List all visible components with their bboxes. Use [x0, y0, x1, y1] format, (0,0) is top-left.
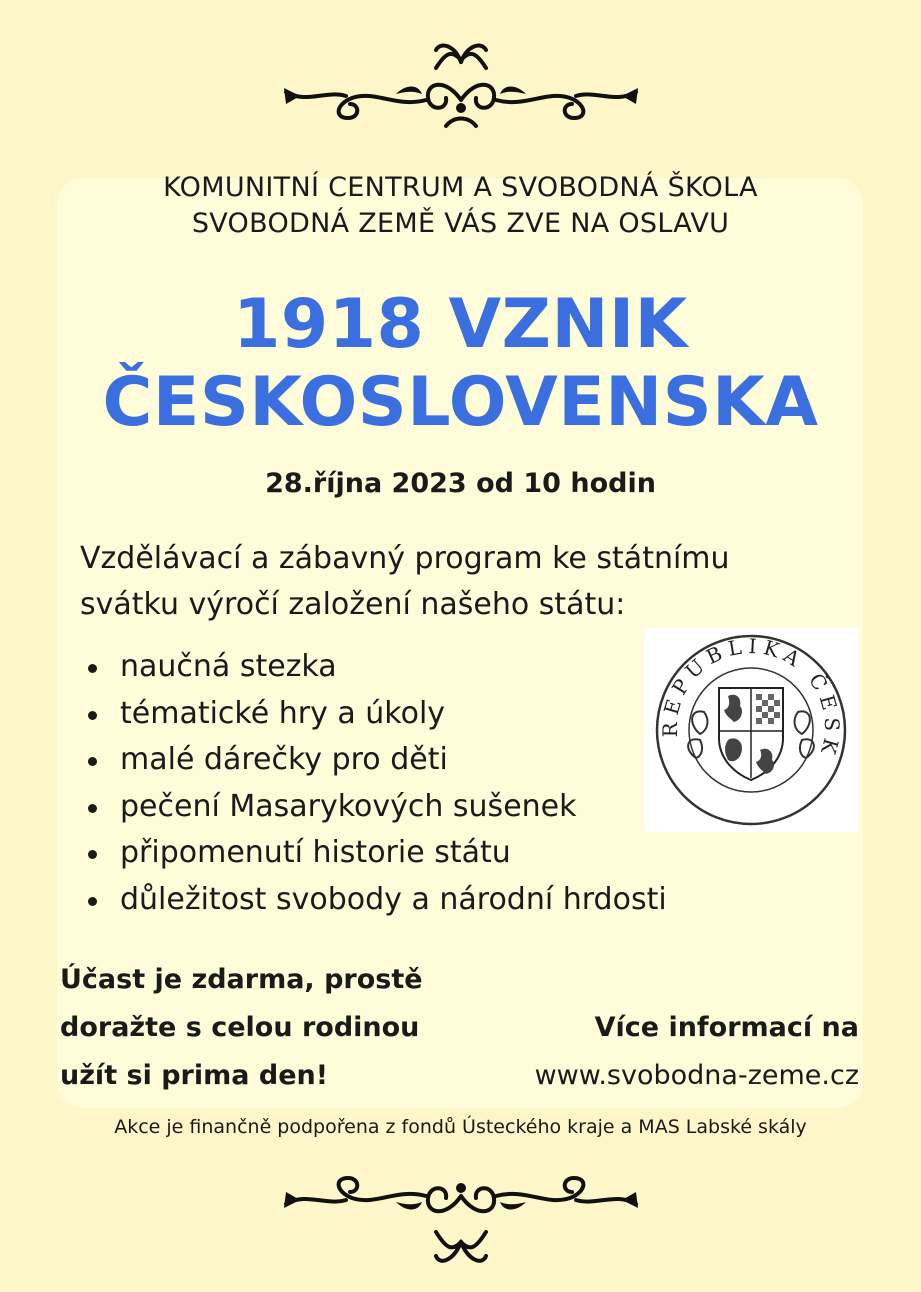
- more-info: [535, 1004, 859, 1100]
- participation-line-2: doražte s celou rodinou: [60, 1012, 420, 1043]
- program-intro-line-2: svátku výročí založení našeho státu:: [80, 587, 626, 622]
- program-intro: [80, 536, 730, 628]
- website-link[interactable]: www.svobodna-zeme.cz: [534, 1060, 859, 1091]
- funding-note: Akce je finančně podpořena z fondů Ústeckého kraje a MAS Labské skály: [114, 1116, 807, 1138]
- list-item: tématické hry a úkoly: [86, 691, 667, 738]
- seal-text: REPUBLIKA ČESK: [657, 633, 845, 762]
- ornament-top-icon: [276, 38, 646, 134]
- more-info-label: Více informací na: [594, 1012, 859, 1043]
- list-item: pečení Masarykových sušenek: [86, 784, 667, 831]
- participation-line-3: užít si prima den!: [60, 1060, 329, 1091]
- invitation-line-2: SVOBODNÁ ZEMĚ VÁS ZVE NA OSLAVU: [191, 208, 730, 239]
- participation-line-1: Účast je zdarma, prostě: [60, 964, 423, 995]
- title-line-1: 1918 VZNIK: [233, 285, 688, 364]
- invitation-line-1: KOMUNITNÍ CENTRUM A SVOBODNÁ ŠKOLA: [163, 172, 758, 203]
- state-seal-icon: [644, 628, 858, 832]
- seal-box: [644, 628, 858, 832]
- invitation-text: [0, 170, 921, 242]
- activity-list: [86, 644, 667, 923]
- ornament-bottom-icon: [276, 1162, 646, 1274]
- list-item: připomenutí historie státu: [86, 830, 667, 877]
- program-intro-line-1: Vzdělávací a zábavný program ke státnímu: [80, 541, 730, 576]
- title-line-2: ČESKOSLOVENSKA: [102, 363, 819, 442]
- list-item: důležitost svobody a národní hrdosti: [86, 877, 667, 924]
- list-item: naučná stezka: [86, 644, 667, 691]
- list-item: malé dárečky pro děti: [86, 737, 667, 784]
- participation-note: [60, 956, 423, 1100]
- event-date: 28.října 2023 od 10 hodin: [265, 468, 656, 499]
- event-title: [0, 286, 921, 442]
